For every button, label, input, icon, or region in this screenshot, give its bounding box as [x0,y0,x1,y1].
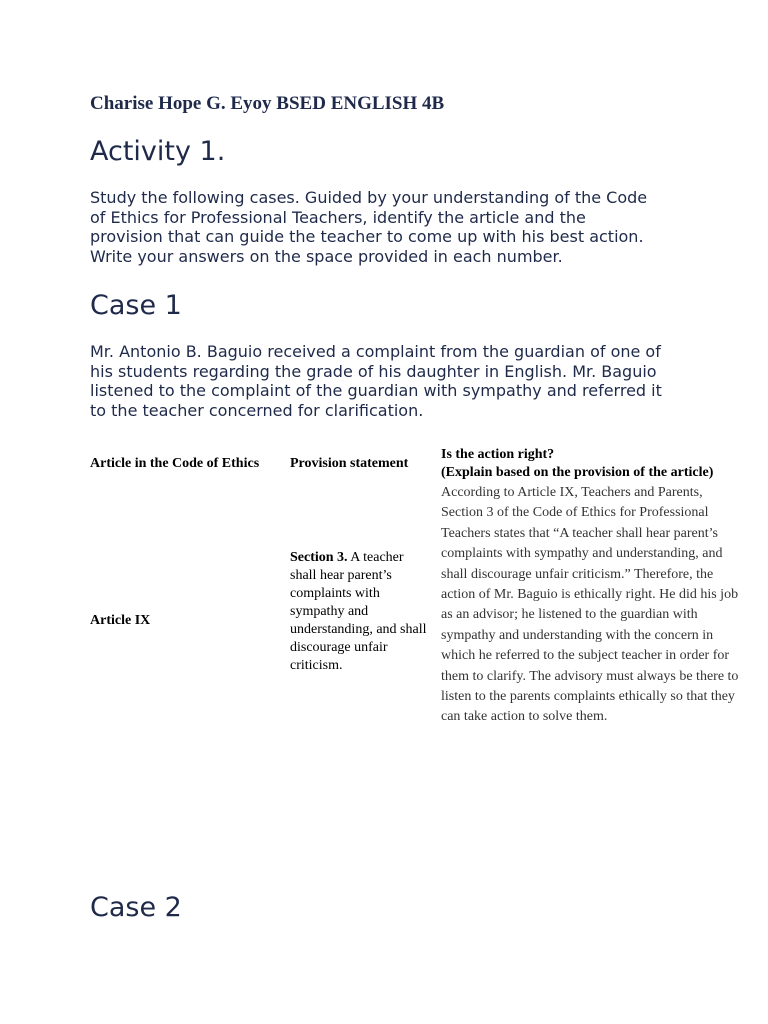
instructions-line: provision that can guide the teacher to come up with his best action. [90,227,644,247]
instructions-line: Write your answers on the space provided in each number. [90,247,563,267]
provision-line: discourage unfair [290,640,388,655]
provision-line: complaints with [290,586,380,601]
answer-line: complaints with sympathy and understanding, and [441,546,723,562]
provision-line: criticism. [290,658,343,673]
header-action-right-line1: Is the action right? [441,447,555,462]
case-1-title: Case 1 [90,290,182,321]
answer-line: sympathy and understanding with the concern in [441,627,714,643]
case-1-line: his students regarding the grade of his daughter in English. Mr. Baguio [90,361,657,381]
activity-title: Activity 1. [90,136,226,167]
answer-line: as an advisor; he listened to the guardian with [441,607,698,623]
cell-provision [290,549,442,675]
case-2-title: Case 2 [90,892,182,923]
case-1-line: listened to the complaint of the guardian with sympathy and referred it [90,381,662,401]
case-1-description [90,342,690,421]
provision-line: shall hear parent’s [290,568,392,583]
answer-line: which he referred to the subject teacher in order for [441,648,730,664]
answer-line: action of Mr. Baguio is ethically right. He did his job [441,587,739,603]
activity-instructions [90,188,690,267]
provision-line: A teacher [347,550,404,565]
cell-answer [441,483,768,728]
answer-line: them to clarify. The advisory must always be there to [441,668,739,684]
provision-section-label: Section 3. [290,550,348,565]
author-line: Charise Hope G. Eyoy BSED ENGLISH 4B [90,93,445,114]
provision-line: sympathy and [290,604,369,619]
header-article: Article in the Code of Ethics [90,456,260,471]
instructions-line: Study the following cases. Guided by your understanding of the Code [90,188,648,207]
answer-line: According to Article IX, Teachers and Parents, [441,485,703,500]
provision-line-first [290,549,442,567]
header-provision: Provision statement [290,456,409,471]
answer-line: shall discourage unfair criticism.” Therefore, the [441,566,714,582]
answer-line: Teachers states that “A teacher shall hear parent’s [441,525,718,541]
instructions-line: of Ethics for Professional Teachers, identify the article and the [90,207,586,227]
cell-article: Article IX [90,613,151,628]
provision-line: understanding, and shall [290,622,427,637]
answer-line: Section 3 of the Code of Ethics for Professional [441,505,709,521]
answer-line: can take action to solve them. [441,709,608,725]
header-action-right [441,446,713,481]
header-action-right-line2: (Explain based on the provision of the article) [441,464,714,480]
case-1-line: Mr. Antonio B. Baguio received a complaint from the guardian of one of [90,342,661,361]
answer-line: listen to the parents complaints ethically so that they [441,689,735,705]
case-1-line: to the teacher concerned for clarification. [90,401,424,421]
